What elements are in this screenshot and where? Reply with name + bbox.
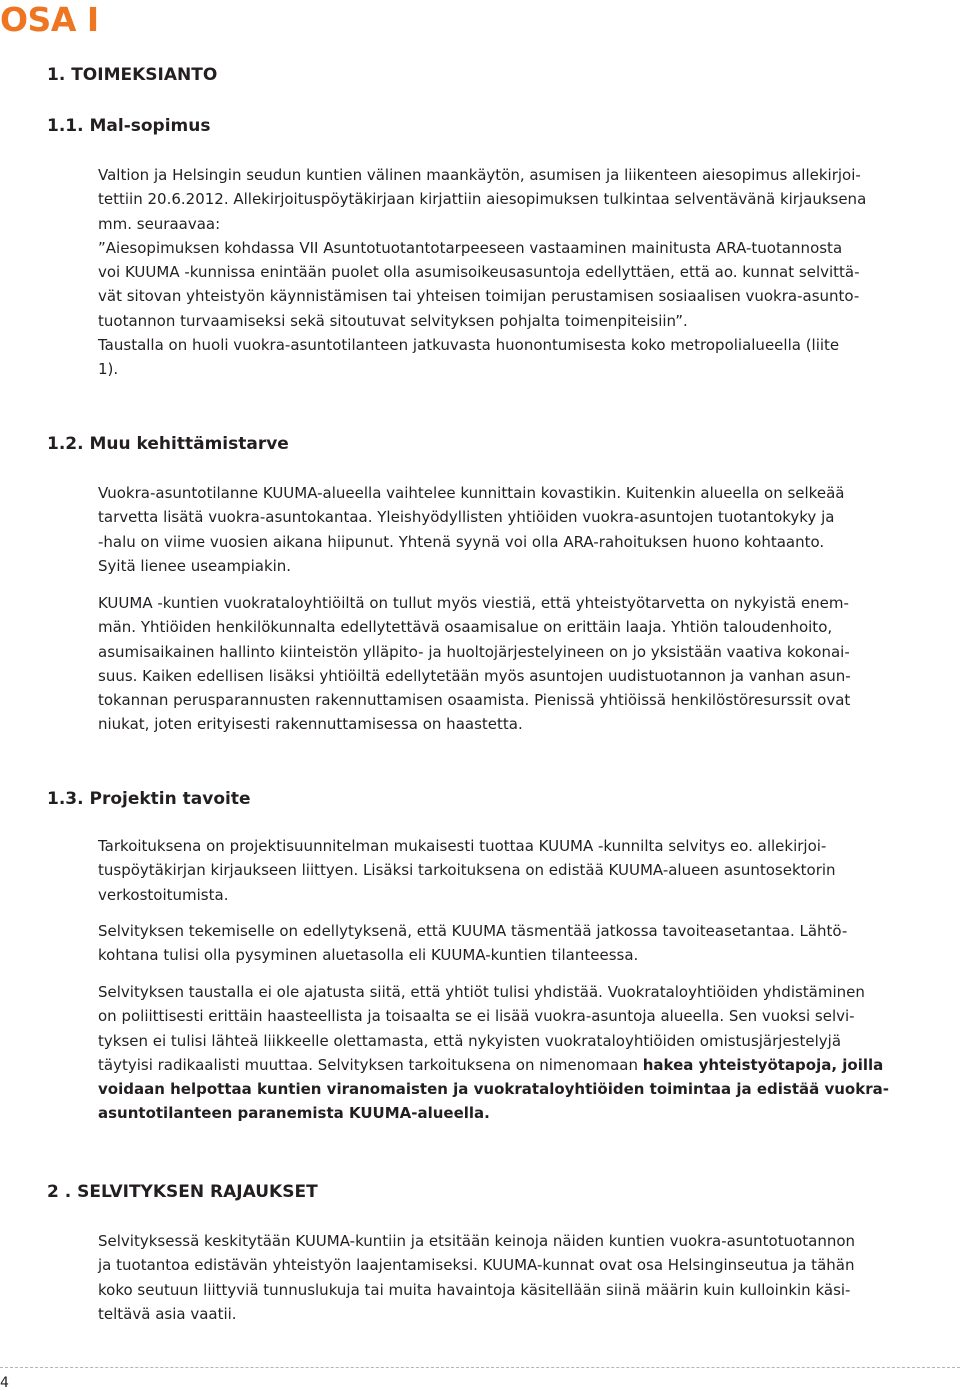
text-line: asumisaikainen hallinto kiinteistön ylläpito- ja huoltojärjestelyineen on jo yksistään vaativa kokonai-: [98, 642, 850, 661]
text-line: -halu on viime vuosien aikana hiipunut. Yhtenä syynä voi olla ARA-rahoituksen huono kohtaanto.: [98, 532, 825, 551]
text-line: tettiin 20.6.2012. Allekirjoituspöytäkirjaan kirjattiin aiesopimuksen tulkintaa selventävänä kirjauksena: [98, 190, 867, 209]
text-line: Selvityksessä keskitytään KUUMA-kuntiin ja etsitään keinoja näiden kuntien vuokra-asuntotuotannon: [98, 1232, 856, 1250]
bold-emphasis: hakea yhteistyötapoja, joilla: [642, 1055, 884, 1074]
text-line: suus. Kaiken edellisen lisäksi yhtiöiltä edellytetään myös asuntojen uudistuotannon ja vanhan asun-: [98, 666, 851, 685]
paragraph-vuokra-asuntotilanne: [98, 481, 944, 578]
text-line: Tarkoituksena on projektisuunnitelman mukaisesti tuottaa KUUMA -kunnilta selvitys eo. allekirjoi-: [98, 837, 827, 855]
paragraph-selvityksessa: [98, 1229, 944, 1326]
text-line-bold: [98, 1077, 944, 1101]
text-line: tuotannon turvaamiseksi sekä sitoutuvat selvityksen pohjalta toimenpiteisiin”.: [98, 311, 688, 330]
text-line: kohtana tulisi olla pysyminen aluetasolla eli KUUMA-kuntien tilanteessa.: [98, 946, 639, 965]
text-line: ”Aiesopimuksen kohdassa VII Asuntotuotantotarpeeseen vastaaminen mainitusta ARA-tuotannosta: [98, 238, 843, 257]
heading-projektin-tavoite: 1.3. Projektin tavoite: [47, 789, 251, 809]
text-line: Taustalla on huoli vuokra-asuntotilanteen jatkuvasta huonontumisesta koko metropolialueella (liite: [98, 336, 840, 355]
text-line-bold: [98, 1101, 944, 1125]
text-line: Syitä lienee useampiakin.: [98, 556, 292, 575]
text-line: ja tuotantoa edistävän yhteistyön laajentamiseksi. KUUMA-kunnat ovat osa Helsinginseutua ja tähän: [98, 1256, 855, 1275]
text-line: Vuokra-asuntotilanne KUUMA-alueella vaihtelee kunnittain kovastikin. Kuitenkin alueella on selkeää: [98, 484, 845, 502]
paragraph-selvityksen-tekemiselle: [98, 919, 944, 968]
text-line: 1).: [98, 360, 119, 379]
paragraph-mal-sopimus: [98, 163, 944, 382]
text-line: tuspöytäkirjan kirjaukseen liittyen. Lisäksi tarkoituksena on edistää KUUMA-alueen asuntosektorin: [98, 861, 836, 880]
bold-emphasis: asuntotilanteen paranemista KUUMA-alueella.: [98, 1104, 490, 1123]
text-line: män. Yhtiöiden henkilökunnalta edellytettävä osaamisalue on erittäin laaja. Yhtiön taloudenhoito,: [98, 618, 833, 637]
text-line: KUUMA -kuntien vuokrataloyhtiöiltä on tullut myös viestiä, että yhteistyötarvetta on nykyistä enem-: [98, 594, 849, 612]
text-line: vät sitovan yhteistyön käynnistämisen tai yhteisen toimijan perustamisen sosiaalisen vuokra-asunto-: [98, 287, 860, 306]
text-line: [98, 1053, 944, 1077]
paragraph-selvityksen-taustalla: [98, 980, 944, 1126]
text-line: tokannan perusparannusten rakennuttamisen osaamista. Pienissä yhtiöissä henkilöstöresurssit ovat: [98, 691, 851, 710]
page-divider: [0, 1367, 960, 1368]
text-line: teltävä asia vaatii.: [98, 1304, 237, 1323]
text-line: Selvityksen tekemiselle on edellytyksenä, että KUUMA täsmentää jatkossa tavoiteasetantaa. Lähtö-: [98, 922, 848, 940]
text-line: verkostoitumista.: [98, 885, 229, 904]
heading-selvityksen-rajaukset: 2 . SELVITYKSEN RAJAUKSET: [47, 1182, 318, 1202]
text-line: koko seutuun liittyviä tunnuslukuja tai muita havaintoja käsitellään siinä määrin kuin kulloinkin käsi-: [98, 1280, 851, 1299]
paragraph-kuuma-kuntien: [98, 591, 944, 737]
heading-toimeksianto: 1. TOIMEKSIANTO: [47, 65, 218, 85]
paragraph-tarkoituksena: [98, 834, 944, 907]
text-line: tyksen ei tulisi lähteä liikkeelle olettamasta, että nykyisten vuokrataloyhtiöiden omistusjärjestelyjä: [98, 1031, 842, 1050]
text-line: niukat, joten erityisesti rakennuttamisessa on haastetta.: [98, 715, 523, 734]
page-number: 4: [0, 1375, 9, 1391]
bold-emphasis: voidaan helpottaa kuntien viranomaisten ja vuokrataloyhtiöiden toimintaa ja edistää vuokra-: [98, 1080, 889, 1099]
text-line: mm. seuraavaa:: [98, 214, 221, 233]
text-line: on poliittisesti erittäin haasteellista ja toisaalta se ei lisää vuokra-asuntoja alueella. Sen vuoksi selvi-: [98, 1007, 855, 1026]
part-title: OSA I: [0, 0, 99, 39]
text-line: Valtion ja Helsingin seudun kuntien välinen maankäytön, asumisen ja liikenteen aiesopimus allekirjoi-: [98, 166, 861, 184]
text-line: voi KUUMA -kunnissa enintään puolet olla asumisoikeusasuntoja edellyttäen, että ao. kunnat selvittä-: [98, 263, 860, 282]
heading-mal-sopimus: 1.1. Mal-sopimus: [47, 116, 211, 136]
heading-muu-kehittamistarve: 1.2. Muu kehittämistarve: [47, 434, 289, 454]
text-line: tarvetta lisätä vuokra-asuntokantaa. Yleishyödyllisten yhtiöiden vuokra-asuntojen tuotantokyky ja: [98, 508, 835, 527]
text-line: Selvityksen taustalla ei ole ajatusta siitä, että yhtiöt tulisi yhdistää. Vuokrataloyhtiöiden yhdistäminen: [98, 983, 865, 1001]
text-line-start: täytyisi radikaalisti muuttaa. Selvityksen tarkoituksena on nimenomaan: [98, 1055, 643, 1074]
